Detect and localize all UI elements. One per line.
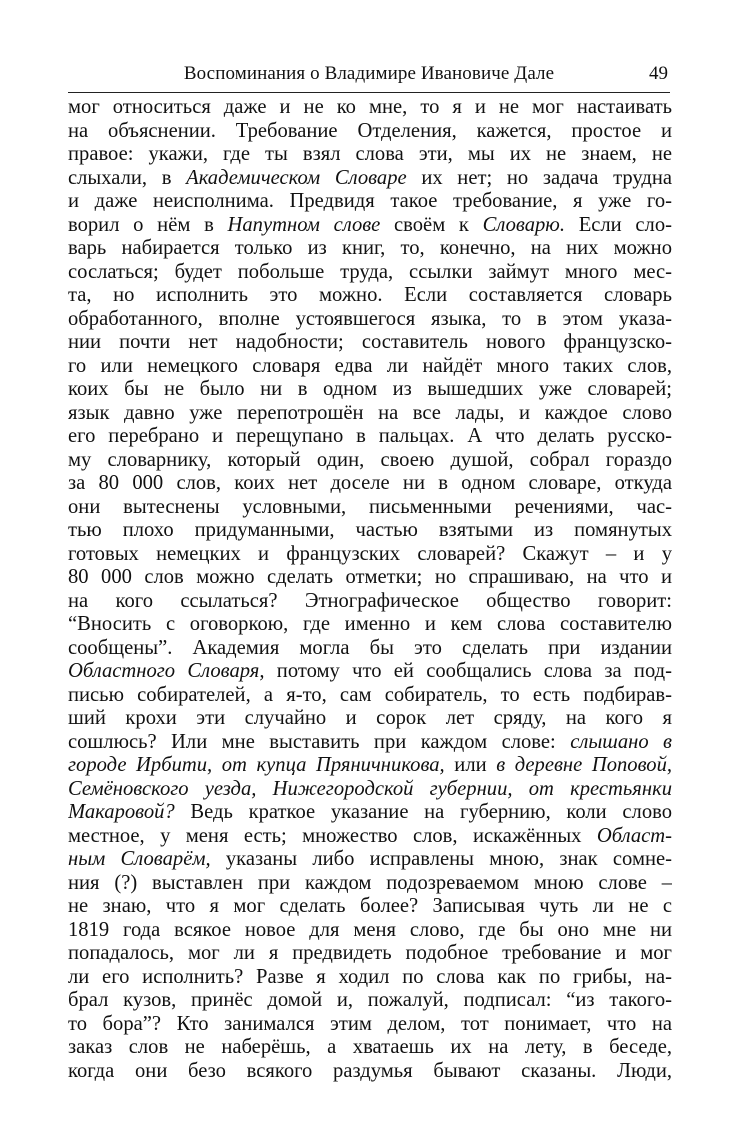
text-line: [68, 167, 672, 191]
text-line: [68, 1013, 672, 1037]
text-run: сослаться; будет побольше труда, ссылки займут много мес-: [68, 260, 672, 283]
text-run: сошлюсь? Или мне выставить при каждом слове:: [68, 730, 571, 753]
italic-text: Академическом Словаре: [186, 166, 407, 189]
italic-text: ным Словарём,: [68, 848, 211, 870]
running-head: [68, 62, 670, 90]
italic-text: городе Ирбити, от купца Пряничникова,: [68, 754, 445, 776]
text-run: ворил о нём в: [68, 213, 228, 236]
text-run: не знаю, что я мог сделать более? Записывая чуть ли не с: [68, 895, 672, 917]
running-title: Воспоминания о Владимире Ивановиче Дале: [183, 63, 555, 84]
page-number: 49: [649, 63, 668, 84]
text-run: то бора”? Кто занимался этим делом, тот понимает, что на: [68, 1012, 672, 1035]
text-line: [68, 872, 672, 896]
text-line: [68, 754, 672, 778]
text-line: [68, 449, 672, 473]
text-line: [68, 590, 672, 614]
text-line: [68, 801, 672, 825]
text-line: [68, 378, 672, 402]
text-run: правое: укажи, где ты взял слова эти, мы их не знаем, не: [68, 143, 672, 165]
text-line: [68, 942, 672, 966]
text-line: [68, 543, 672, 567]
text-line: [68, 237, 672, 261]
text-run: и даже неисполнима. Предвидя такое требование, я уже го-: [68, 190, 672, 212]
text-line: [68, 778, 672, 802]
text-line: [68, 190, 672, 214]
text-run: указаны либо исправлены мною, знак сомне-: [210, 848, 672, 870]
text-line: [68, 355, 672, 379]
text-run: ший крохи эти случайно и сорок лет сряду, на кого я: [68, 707, 672, 729]
italic-text: слышано в: [570, 730, 672, 753]
text-line: [68, 472, 672, 496]
text-line: [68, 96, 672, 120]
text-run: варь набирается только из книг, то, конечно, на них можно: [68, 237, 672, 259]
text-line: [68, 731, 672, 755]
text-run: коих бы не было ни в одном из вышедших уже словарей;: [68, 378, 672, 400]
text-line: [68, 143, 672, 167]
italic-text: Семёновского уезда, Нижегородской губернии, от крестьянки: [68, 777, 672, 800]
text-run: 80 000 слов можно сделать отметки; но спрашиваю, на что и: [68, 566, 672, 588]
text-run: на объяснении. Требование Отделения, кажется, простое и: [68, 119, 672, 142]
italic-text: в деревне Поповой,: [496, 754, 672, 776]
italic-text: Макаровой?: [68, 801, 175, 823]
header-rule: [68, 92, 670, 93]
italic-text: Област-: [596, 824, 672, 847]
text-run: мог относиться даже и не ко мне, то я и не мог настаивать: [68, 96, 672, 118]
italic-text: Напутном слове: [227, 213, 381, 236]
text-run: за 80 000 слов, коих нет доселе ни в одном словаре, откуда: [68, 472, 672, 494]
text-line: [68, 848, 672, 872]
text-line: [68, 989, 672, 1013]
text-line: [68, 120, 672, 144]
text-run: сообщены”. Академия могла бы это сделать при издании: [68, 636, 672, 659]
text-line: [68, 261, 672, 285]
text-run: писью собирателей, а я-то, сам собиратель, то есть подбирав-: [68, 683, 672, 706]
text-line: [68, 214, 672, 238]
text-run: попадалось, мог ли я предвидеть подобное требование и мог: [68, 942, 672, 964]
text-line: [68, 895, 672, 919]
text-run: на кого ссылаться? Этнографическое общество говорит:: [68, 589, 672, 612]
text-run: “Вносить с оговоркою, где именно и кем слова составителю: [68, 613, 672, 635]
text-line: [68, 1060, 672, 1084]
text-line: [68, 425, 672, 449]
body-text: [68, 96, 672, 1083]
text-line: [68, 684, 672, 708]
text-line: [68, 707, 672, 731]
text-run: та, но исполнить это можно. Если составляется словарь: [68, 284, 672, 306]
text-line: [68, 566, 672, 590]
text-run: или: [444, 754, 497, 776]
text-run: Если сло-: [564, 213, 672, 236]
text-run: ли его исполнить? Разве я ходил по слова как по грибы, на-: [68, 965, 672, 988]
text-run: язык давно уже перепотрошён на все лады, и каждое слово: [68, 401, 672, 424]
text-run: их нет; но задача трудна: [406, 166, 672, 189]
italic-text: Словарю.: [482, 213, 565, 236]
text-line: [68, 519, 672, 543]
text-run: готовых немецких и французских словарей? Скажут – и у: [68, 542, 672, 565]
text-line: [68, 637, 672, 661]
text-run: му словарнику, который один, своею душой, собрал гораздо: [68, 448, 672, 471]
text-line: [68, 1036, 672, 1060]
text-run: го или немецкого словаря едва ли найдёт много таких слов,: [68, 354, 672, 377]
text-run: ния (?) выставлен при каждом подозреваемом мною слове –: [68, 871, 672, 894]
text-run: когда они безо всякого раздумья бывают сказаны. Люди,: [68, 1059, 672, 1082]
text-run: обработанного, вполне устоявшегося языка, то в этом указа-: [68, 307, 672, 330]
text-line: [68, 660, 672, 684]
text-run: тью плохо придуманными, частью взятыми из помянутых: [68, 519, 672, 541]
text-line: [68, 966, 672, 990]
text-run: нии почти нет надобности; составитель нового французско-: [68, 331, 672, 353]
text-line: [68, 284, 672, 308]
text-run: местное, у меня есть; множество слов, искажённых: [68, 824, 597, 847]
text-line: [68, 496, 672, 520]
text-run: потому что ей сообщались слова за под-: [264, 660, 672, 682]
text-run: слыхали, в: [68, 166, 187, 189]
italic-text: Областного Словаря,: [68, 660, 265, 682]
text-line: [68, 402, 672, 426]
text-run: заказ слов не наберёшь, а хватаешь их на лету, в беседе,: [68, 1036, 672, 1058]
text-line: [68, 331, 672, 355]
text-run: они вытеснены условными, письменными речениями, час-: [68, 495, 672, 518]
text-run: 1819 года всякое новое для меня слово, где бы оно мне ни: [68, 918, 672, 941]
text-run: брал кузов, принёс домой и, пожалуй, подписал: “из такого-: [68, 989, 672, 1011]
text-run: Ведь краткое указание на губернию, коли слово: [174, 801, 672, 823]
text-line: [68, 613, 672, 637]
text-line: [68, 919, 672, 943]
text-run: своём к: [380, 213, 483, 236]
text-run: его перебрано и перещупано в пальцах. А что делать русско-: [68, 425, 672, 447]
text-line: [68, 825, 672, 849]
text-line: [68, 308, 672, 332]
